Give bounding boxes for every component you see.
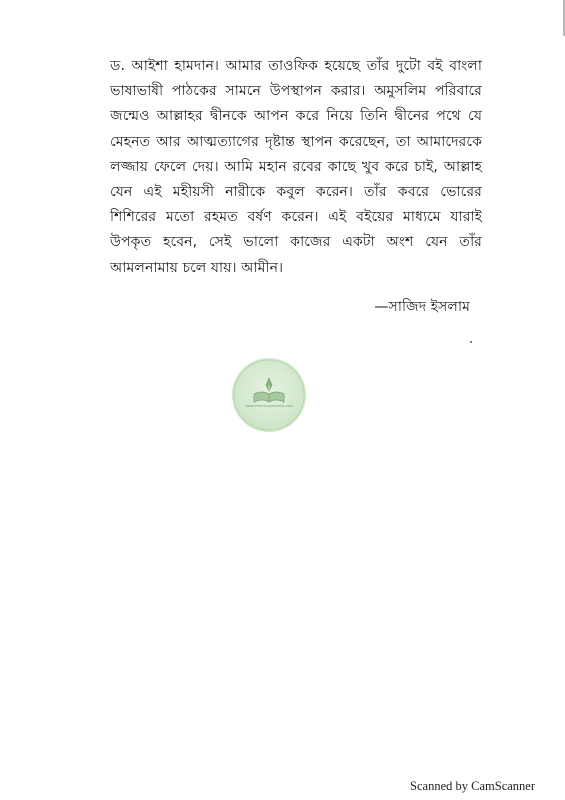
author-signature: —সাজিদ ইসলাম xyxy=(374,299,470,315)
paragraph-line: শিশিরের মতো রহমত বর্ষণ করেন। এই বইয়ের মাধ্যমে যারাই xyxy=(110,209,482,226)
watermark-url: www.themessianlarkivt.com xyxy=(245,404,293,408)
paragraph-line: আমলনামায় চলে যায়। আমীন। xyxy=(110,259,284,276)
paragraph-line: জন্মেও আল্লাহর দ্বীনকে আপন করে নিয়ে তিনি দ্বীনের পথে যে xyxy=(110,108,482,125)
watermark-logo xyxy=(232,358,306,432)
paragraph-text xyxy=(110,54,482,281)
paragraph-line: যেন এই মহীয়সী নারীকে কবুল করেন। তাঁর কবরে ভোরের xyxy=(110,184,482,201)
paragraph-line: ড. আইশা হামদান। আমার তাওফিক হয়েছে তাঁর দুটো বই বাংলা xyxy=(110,58,482,74)
scan-speck xyxy=(470,341,472,343)
paragraph-line: লজ্জায় ফেলে দেয়। আমি মহান রবের কাছে খুব করে চাই, আল্লাহ xyxy=(110,158,482,175)
scanner-footer: Scanned by CamScanner xyxy=(410,779,535,793)
paragraph-line: উপকৃত হবেন, সেই ভালো কাজের একটা অংশ যেন তাঁর xyxy=(110,234,482,251)
paragraph-line: মেহনত আর আত্মত্যাগের দৃষ্টান্ত স্থাপন করেছেন, তা আমাদেরকে xyxy=(110,133,482,150)
book-pen-icon xyxy=(232,358,306,432)
paragraph-line: ভাষাভাষী পাঠকের সামনে উপস্থাপন করার। অমুসলিম পরিবারে xyxy=(110,83,482,100)
